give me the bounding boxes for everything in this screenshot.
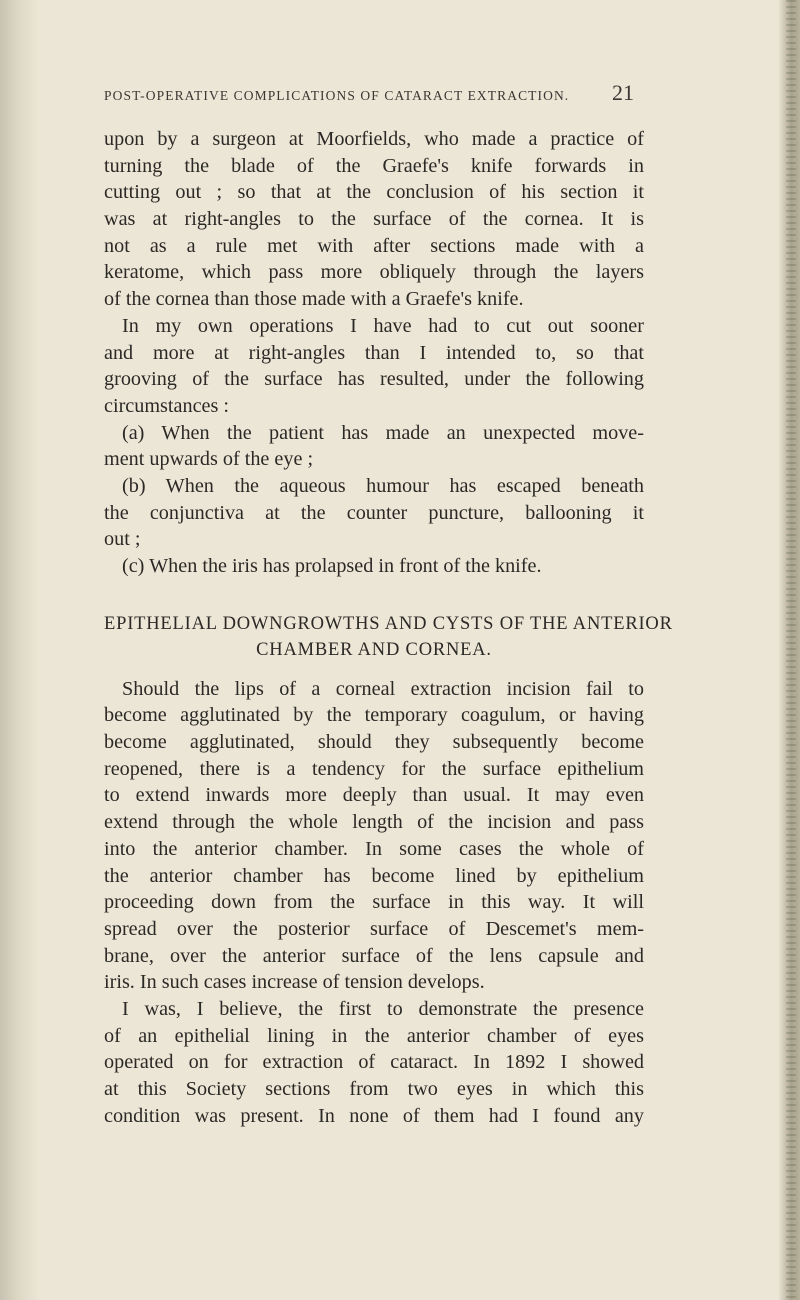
text-line: grooving of the surface has resulted, under the following: [104, 368, 644, 391]
list-item-b: [104, 473, 644, 553]
paragraph-1: [104, 126, 644, 313]
text-line: into the anterior chamber. In some cases the whole of: [104, 837, 644, 860]
text-line: of an epithelial lining in the anterior chamber of eyes: [104, 1024, 644, 1047]
text-line: (b) When the aqueous humour has escaped beneath: [122, 474, 644, 497]
text-line: condition was present. In none of them had I found any: [104, 1104, 644, 1127]
text-line: iris. In such cases increase of tension develops.: [104, 971, 485, 994]
list-item-c: [104, 553, 644, 580]
page-edge-texture: [786, 0, 796, 1300]
page-gutter-shadow: [0, 0, 40, 1300]
text-line: the anterior chamber has become lined by epithelium: [104, 864, 644, 887]
running-head: POST-OPERATIVE COMPLICATIONS OF CATARACT EXTRACTION.: [104, 88, 570, 103]
text-line: circumstances :: [104, 394, 229, 417]
text-line: was at right-angles to the surface of the cornea. It is: [104, 208, 644, 231]
body-text: [104, 126, 673, 1129]
paragraph-4: [104, 996, 644, 1129]
text-line: upon by a surgeon at Moorfields, who made a practice of: [104, 128, 644, 150]
text-line: of the cornea than those made with a Graefe's knife.: [104, 288, 524, 311]
text-line: spread over the posterior surface of Descemet's mem-: [104, 917, 644, 940]
text-line: (c) When the iris has prolapsed in front of the knife.: [122, 555, 542, 577]
text-line: the conjunctiva at the counter puncture, ballooning it: [104, 501, 644, 524]
text-line: cutting out ; so that at the conclusion of his section it: [104, 181, 644, 204]
text-line: reopened, there is a tendency for the surface epithelium: [104, 757, 644, 780]
page-number: 21: [612, 80, 634, 105]
paragraph-2: [104, 313, 644, 420]
text-line: ment upwards of the eye ;: [104, 448, 314, 471]
text-line: extend through the whole length of the incision and pass: [104, 811, 644, 834]
text-line: (a) When the patient has made an unexpected move-: [122, 421, 644, 444]
text-line: operated on for extraction of cataract. In 1892 I showed: [104, 1051, 644, 1074]
section-heading-line: EPITHELIAL DOWNGROWTHS AND CYSTS OF THE ANTERIOR: [104, 613, 673, 634]
text-line: become agglutinated, should they subsequently become: [104, 731, 644, 754]
list-item-a: [104, 420, 644, 473]
paragraph-3: [104, 676, 644, 996]
text-line: not as a rule met with after sections made with a: [104, 234, 644, 257]
text-line: Should the lips of a corneal extraction incision fail to: [122, 677, 644, 700]
text-line: and more at right-angles than I intended to, so that: [104, 341, 644, 364]
section-heading: [104, 611, 673, 663]
text-line: to extend inwards more deeply than usual. It may even: [104, 784, 644, 807]
text-line: brane, over the anterior surface of the lens capsule and: [104, 944, 644, 967]
text-line: keratome, which pass more obliquely through the layers: [104, 261, 644, 284]
text-line: I was, I believe, the first to demonstrate the presence: [122, 997, 644, 1020]
text-line: out ;: [104, 528, 141, 551]
text-line: turning the blade of the Graefe's knife forwards in: [104, 154, 644, 177]
section-heading-line: CHAMBER AND CORNEA.: [256, 639, 492, 660]
text-line: In my own operations I have had to cut out sooner: [122, 314, 644, 337]
text-line: at this Society sections from two eyes in which this: [104, 1078, 644, 1100]
text-line: become agglutinated by the temporary coagulum, or having: [104, 704, 644, 727]
text-line: proceeding down from the surface in this way. It will: [104, 891, 644, 914]
